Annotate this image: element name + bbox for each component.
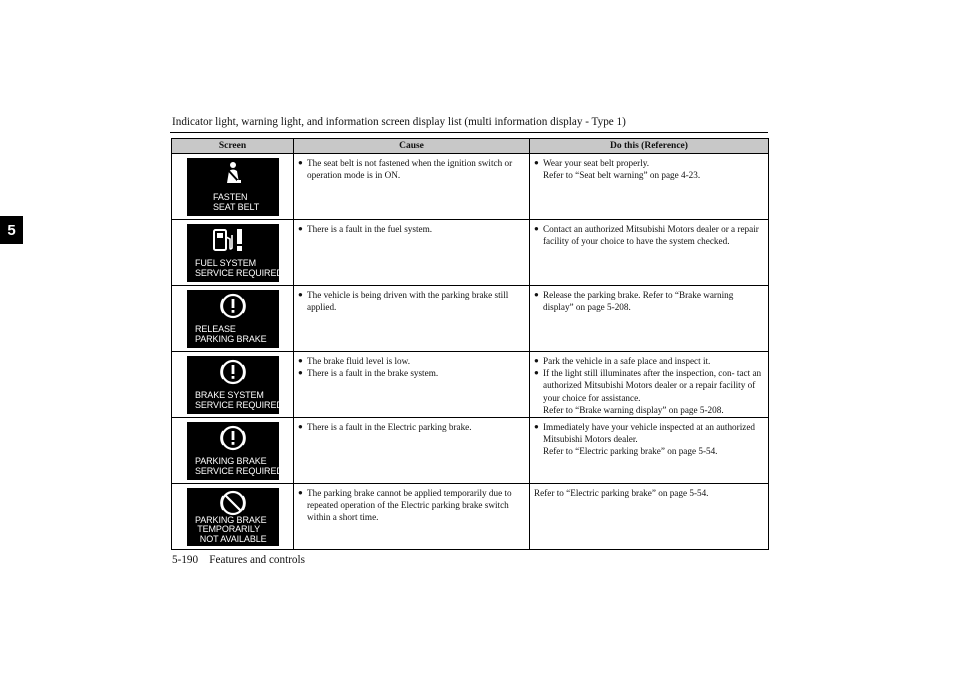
list-item: ● The parking brake cannot be applied temporarily due to repeated operation of the Electric parking brake switch within a short time.: [298, 488, 512, 523]
display-screen: [187, 290, 279, 348]
display-message: FUEL SYSTEM SERVICE REQUIRED: [195, 258, 283, 278]
display-screen: [187, 488, 279, 546]
display-screen: [187, 422, 283, 480]
screen-cell: [172, 154, 294, 220]
bullet-icon: ●: [298, 488, 303, 497]
action-cell: [530, 352, 769, 418]
list-item: ● The brake fluid level is low.: [298, 356, 410, 366]
display-message: RELEASE PARKING BRAKE: [195, 324, 267, 344]
display-message: PARKING BRAKE TEMPORARILY NOT AVAILABLE: [195, 514, 267, 544]
list-item: ● Immediately have your vehicle inspected at an authorized Mitsubishi Motors dealer.: [534, 422, 755, 445]
screen-cell: [172, 352, 294, 418]
list-item: ● There is a fault in the fuel system.: [298, 224, 433, 234]
bullet-icon: ●: [534, 158, 539, 167]
indicator-table: [171, 138, 769, 550]
screen-cell: [172, 286, 294, 352]
cause-cell: [294, 352, 530, 418]
bullet-icon: ●: [298, 290, 303, 299]
cause-cell: [294, 220, 530, 286]
bullet-icon: ●: [534, 224, 539, 233]
bullet-icon: ●: [298, 356, 303, 365]
exclamation-circle-icon: [219, 292, 247, 320]
table-header-row: [172, 139, 769, 154]
list-item: ● The vehicle is being driven with the parking brake still applied.: [298, 290, 509, 313]
cause-cell: [294, 286, 530, 352]
page-header-title: Indicator light, warning light, and information screen display list (multi information display - Type 1): [172, 116, 626, 128]
table-row: [172, 484, 769, 550]
screen-cell: [172, 418, 294, 484]
display-screen: [187, 224, 283, 282]
cause-cell: [294, 154, 530, 220]
cause-cell: [294, 418, 530, 484]
section-name: Features and controls: [209, 554, 305, 566]
reference-note: Refer to “Seat belt warning” on page 4-23.: [543, 170, 701, 181]
column-header-cause: Cause: [294, 139, 530, 154]
list-item: ● Release the parking brake. Refer to “Brake warning display” on page 5-208.: [534, 290, 734, 313]
bullet-icon: ●: [534, 422, 539, 431]
list-item: ● Park the vehicle in a safe place and inspect it.: [534, 356, 711, 366]
page-footer: [172, 554, 305, 566]
parking-brake-unavailable-icon: [219, 489, 247, 517]
display-message: BRAKE SYSTEM SERVICE REQUIRED: [195, 390, 283, 410]
action-cell: [530, 220, 769, 286]
bullet-icon: ●: [298, 158, 303, 167]
table-row: [172, 154, 769, 220]
table-row: [172, 220, 769, 286]
action-cell: [530, 484, 769, 550]
page-number: 5-190: [172, 554, 199, 566]
table-row: [172, 418, 769, 484]
action-cell: [530, 418, 769, 484]
list-item: ● If the light still illuminates after the inspection, con- tact an authorized Mitsubishi Motors dealer or a repair facility of your choice for assistance.: [534, 368, 762, 403]
list-item: ● There is a fault in the Electric parking brake.: [298, 422, 472, 432]
screen-cell: [172, 484, 294, 550]
column-header-action: Do this (Reference): [530, 139, 769, 154]
list-item: ● Contact an authorized Mitsubishi Motors dealer or a repair facility of your choice to have the system checked.: [534, 224, 759, 247]
fuel-pump-warning-icon: [211, 227, 251, 253]
reference-note: Refer to “Electric parking brake” on page 5-54.: [543, 446, 718, 457]
seatbelt-icon: [218, 161, 248, 185]
bullet-icon: ●: [534, 290, 539, 299]
display-message: FASTEN SEAT BELT: [213, 192, 260, 212]
table-row: [172, 352, 769, 418]
reference-note: Refer to “Brake warning display” on page 5-208.: [543, 404, 724, 415]
table-row: [172, 286, 769, 352]
chapter-tab: 5: [0, 216, 23, 244]
bullet-icon: ●: [298, 422, 303, 431]
bullet-icon: ●: [534, 356, 539, 365]
exclamation-circle-icon: [219, 424, 247, 452]
bullet-icon: ●: [298, 224, 303, 233]
cause-cell: [294, 484, 530, 550]
bullet-icon: ●: [534, 368, 539, 378]
action-cell: [530, 154, 769, 220]
screen-cell: [172, 220, 294, 286]
display-screen: [187, 356, 283, 414]
exclamation-circle-icon: [219, 358, 247, 386]
action-cell: [530, 286, 769, 352]
display-screen: [187, 158, 279, 216]
list-item: ● There is a fault in the brake system.: [298, 368, 439, 379]
display-message: PARKING BRAKE SERVICE REQUIRED: [195, 456, 283, 476]
bullet-icon: ●: [298, 368, 303, 378]
list-item: ● The seat belt is not fastened when the ignition switch or operation mode is in ON.: [298, 158, 513, 181]
header-rule: [170, 132, 768, 133]
column-header-screen: Screen: [172, 139, 294, 154]
reference-note: Refer to “Electric parking brake” on page 5-54.: [534, 488, 709, 498]
list-item: ● Wear your seat belt properly.: [534, 158, 650, 168]
